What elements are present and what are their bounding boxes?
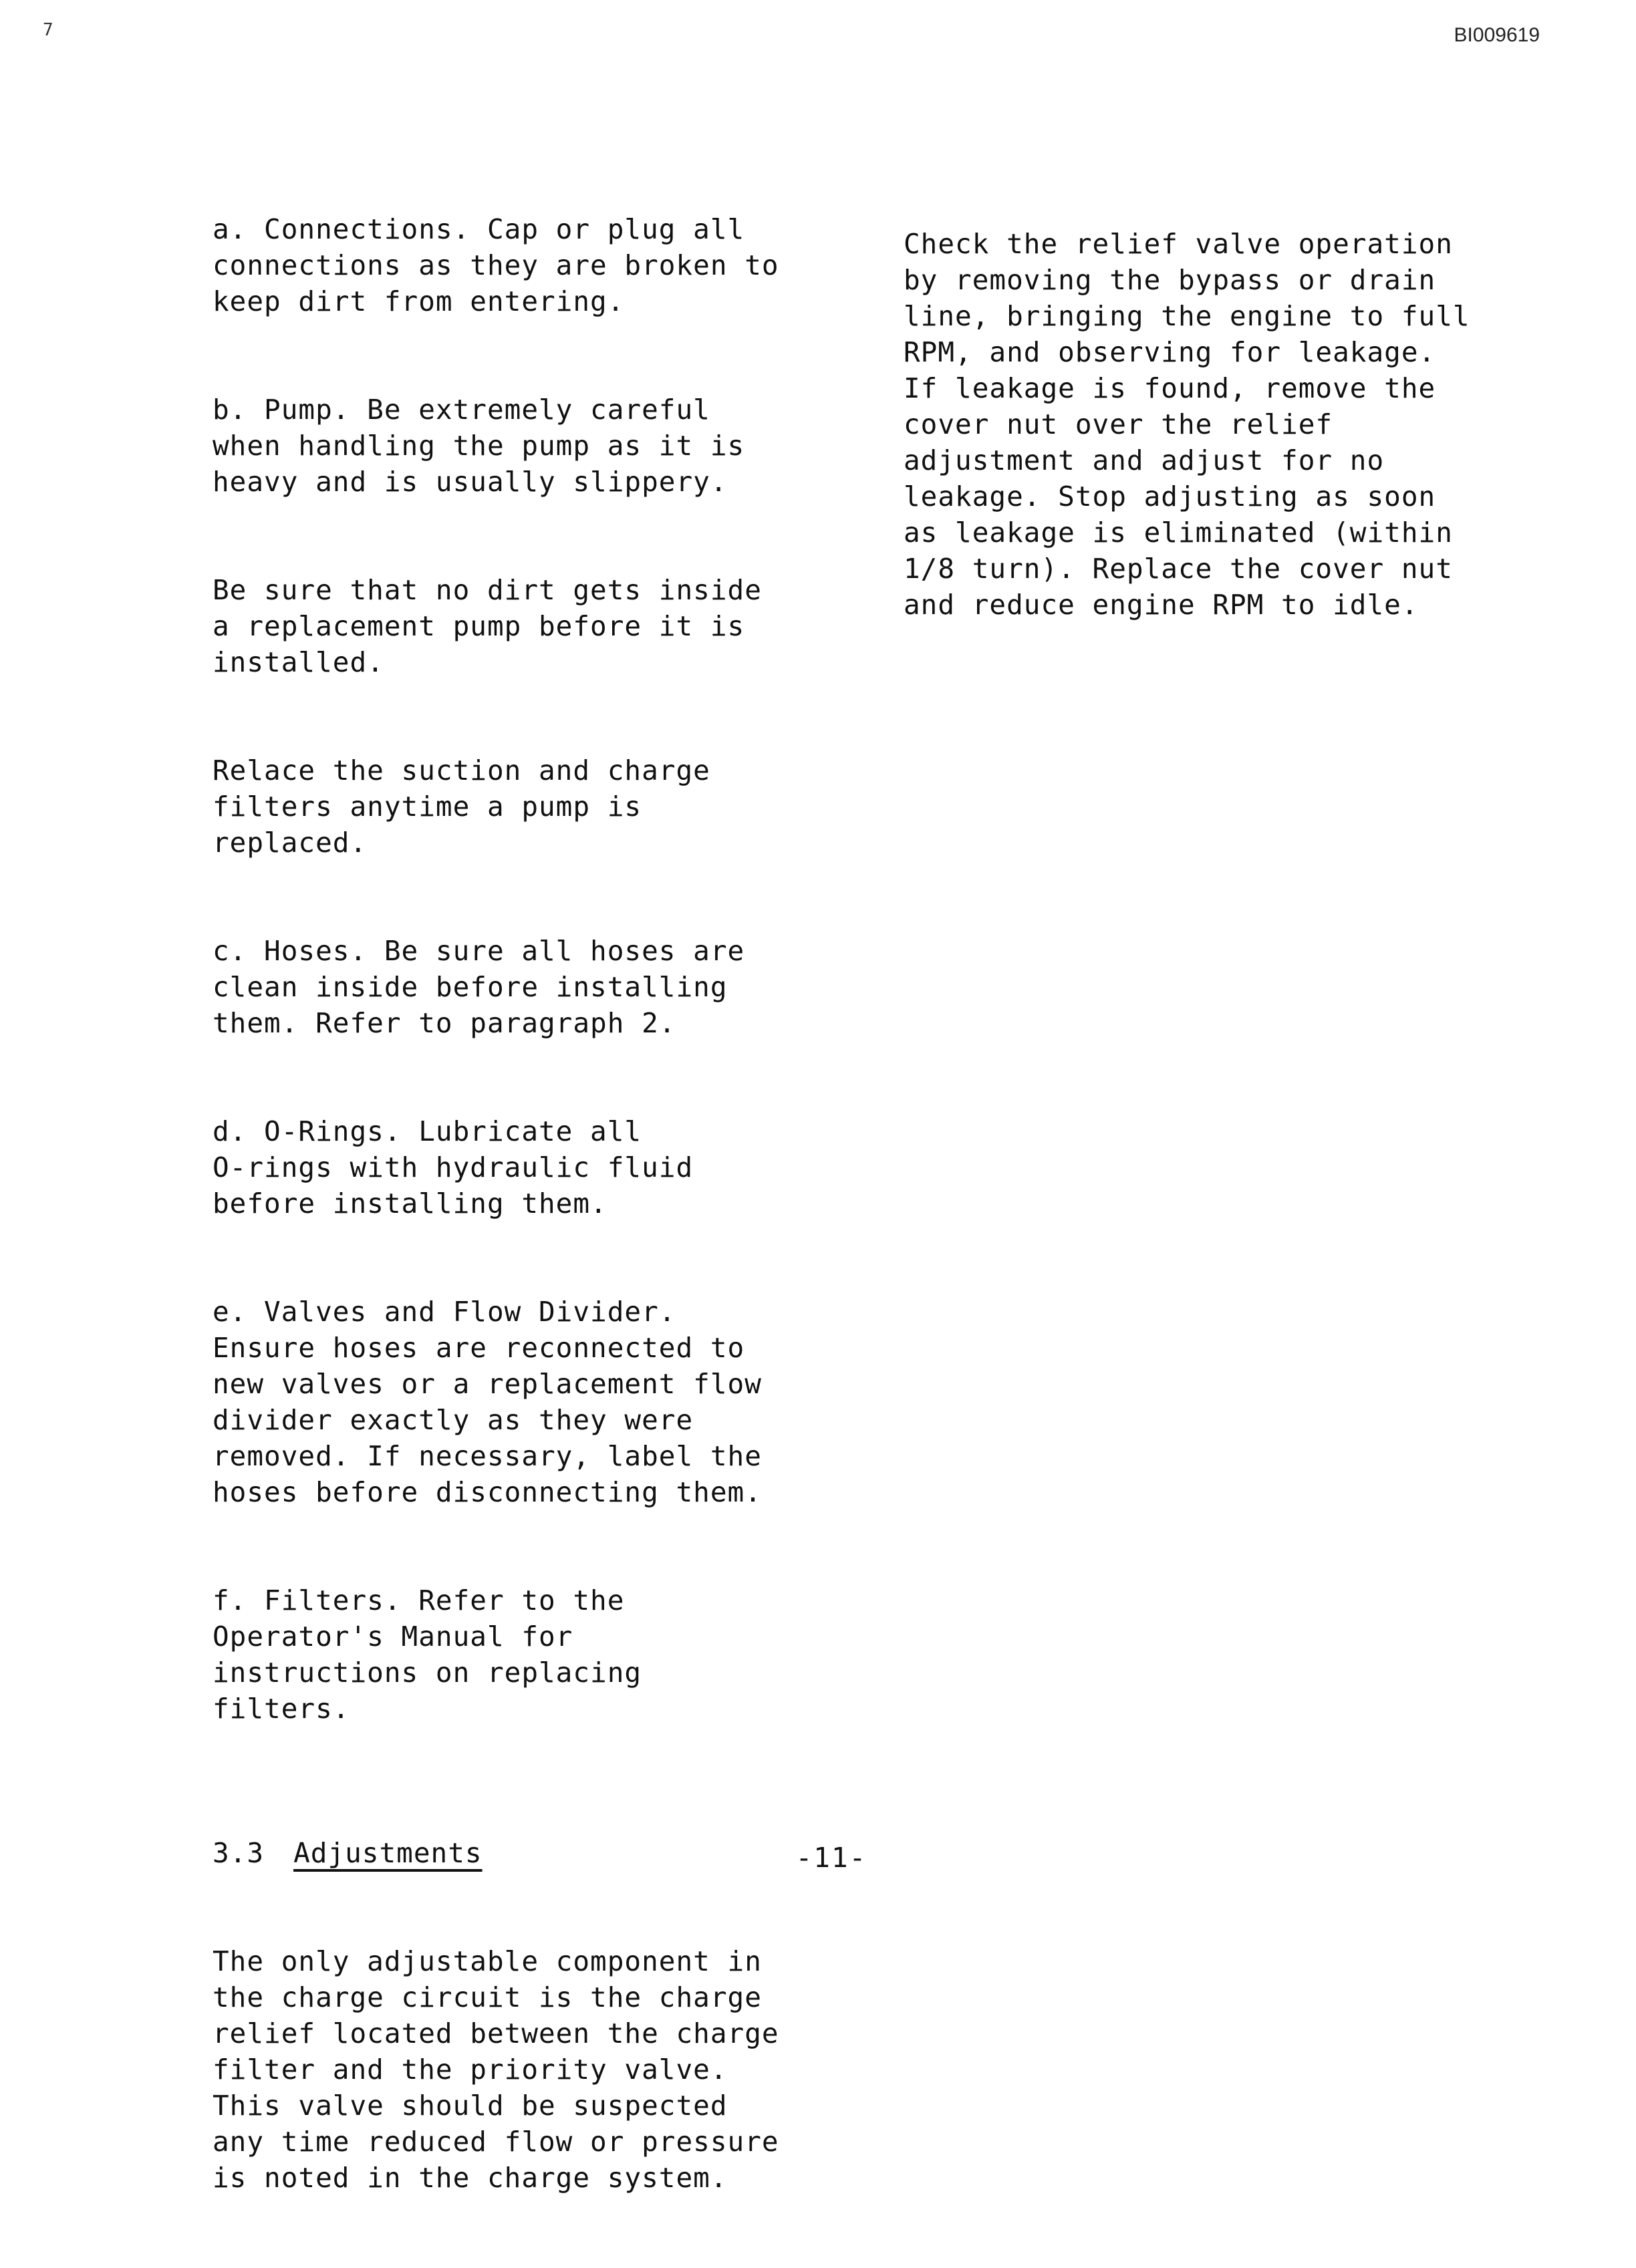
paragraph-hoses: c. Hoses. Be sure all hoses are clean inside before installing them. Refer to paragraph 2. <box>213 935 745 1039</box>
paragraph-pump: b. Pump. Be extremely careful when handling the pump as it is heavy and is usually slippery. <box>213 394 745 498</box>
paragraph-filters: f. Filters. Refer to the Operator's Manual for instructions on replacing filters. <box>213 1584 642 1725</box>
paragraph-replace-filters: Relace the suction and charge filters anytime a pump is replaced. <box>213 754 710 859</box>
document-id: BI009619 <box>1454 24 1540 46</box>
paragraph-o-rings: d. O-Rings. Lubricate all O-rings with hydraulic fluid before installing them. <box>213 1115 694 1220</box>
left-column <box>213 175 841 2268</box>
page-number: -11- <box>795 1842 867 1874</box>
paragraph-replacement-pump: Be sure that no dirt gets inside a replacement pump before it is installed. <box>213 574 762 678</box>
section-title: Adjustments <box>293 1837 483 1869</box>
paragraph-connections: a. Connections. Cap or plug all connections as they are broken to keep dirt from entering. <box>213 213 779 317</box>
corner-mark: 7 <box>43 20 53 40</box>
paragraph-adjustable-component: The only adjustable component in the charge circuit is the charge relief located between the charge filter and the priority valve. This valve should be suspected any time reduced flow or pressure is noted in the charge system. <box>213 1945 779 2194</box>
right-column <box>904 190 1565 695</box>
section-number: 3.3 <box>213 1837 265 1869</box>
paragraph-relief-valve-check: Check the relief valve operation by removing the bypass or drain line, bringing the engine to full RPM, and observing for leakage. If leakage is found, remove the cover nut over the relief adjustment and adjust for no leakage. Stop adjusting as soon as leakage is eliminated (within 1/8 turn). Replace the cover nut and reduce engine RPM to idle. <box>904 228 1470 621</box>
paragraph-valves-flow-divider: e. Valves and Flow Divider. Ensure hoses are reconnected to new valves or a replacement flow divider exactly as they were removed. If necessary, label the hoses before disconnecting them. <box>213 1296 762 1508</box>
